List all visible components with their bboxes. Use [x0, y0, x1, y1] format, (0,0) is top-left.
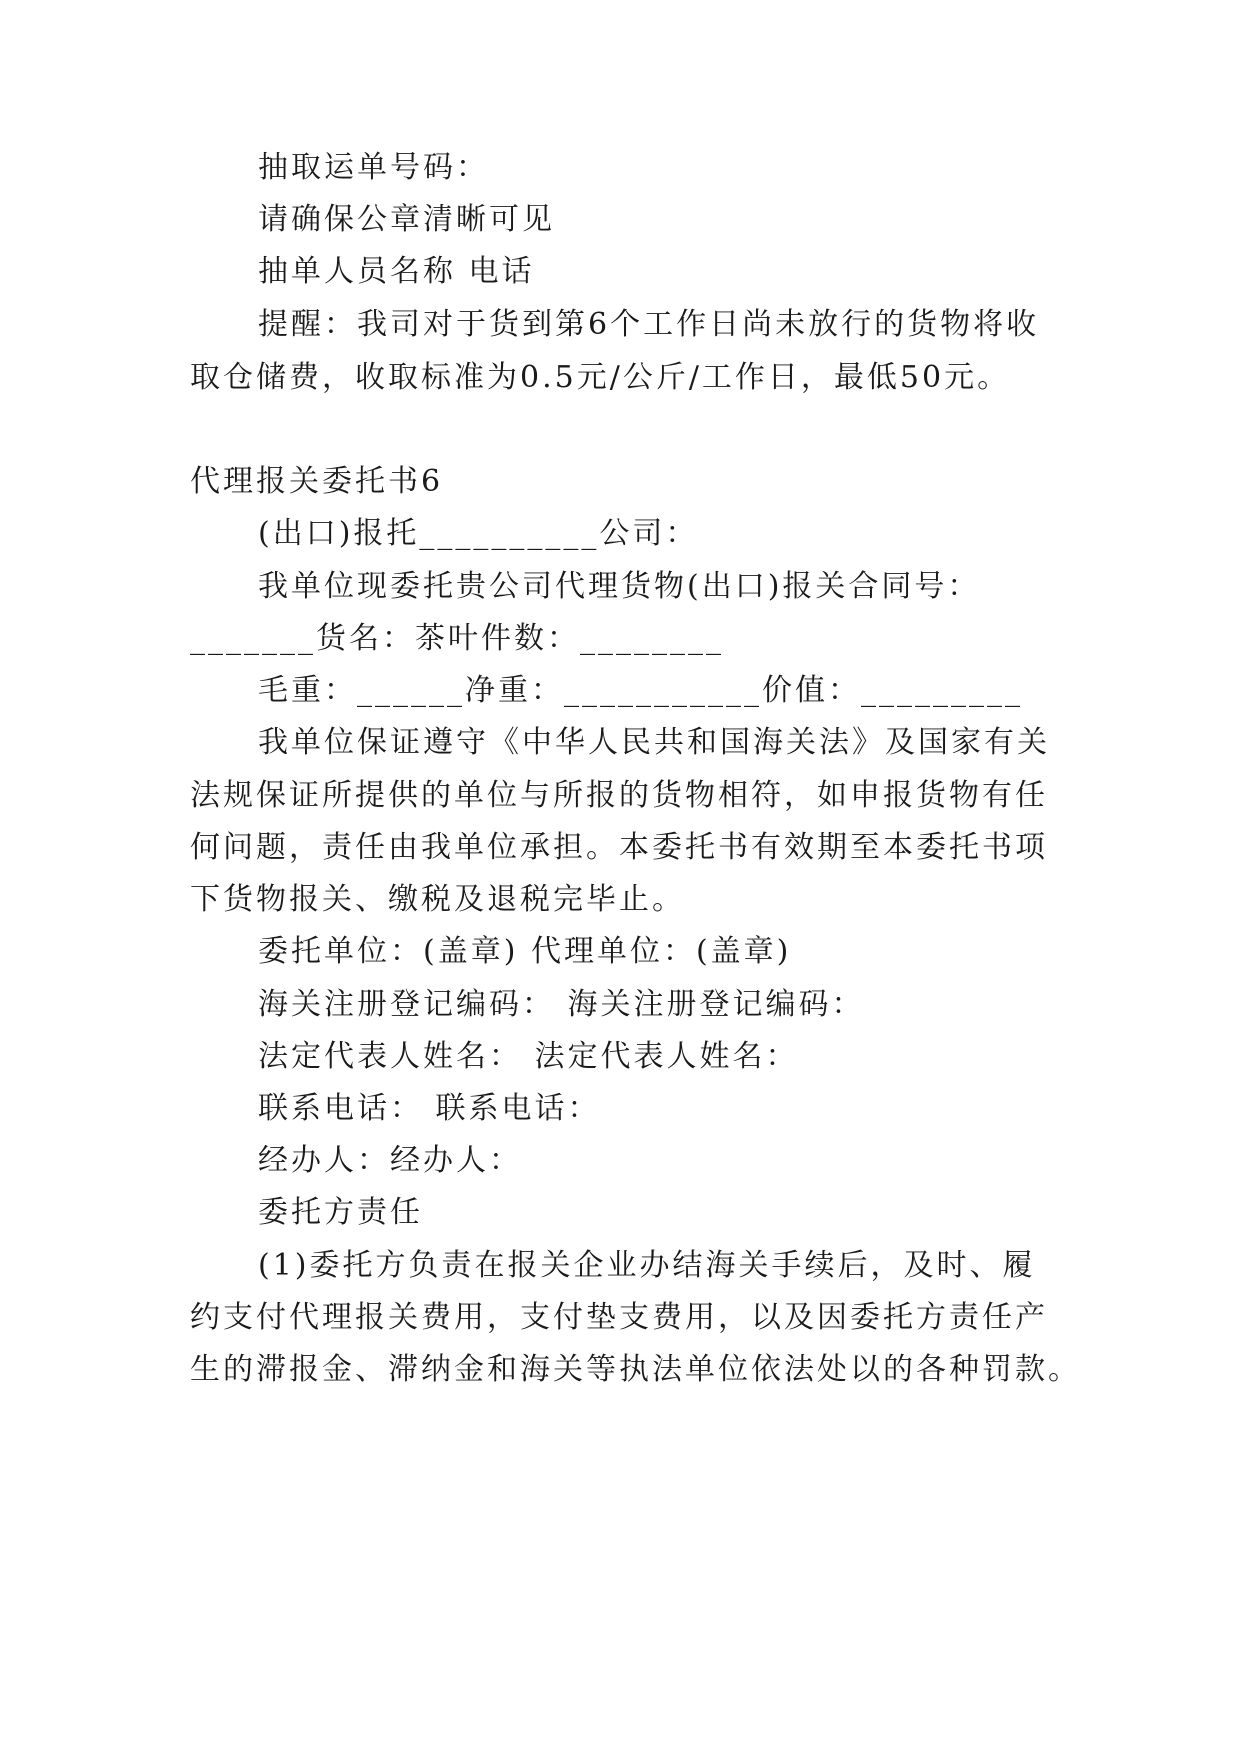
weight-value-line: 毛重：______净重：___________价值：_________ — [258, 673, 1023, 708]
reminder-line-2: 取仓储费，收取标准为0.5元/公斤/工作日，最低50元。 — [190, 360, 1011, 395]
entrusting-unit-line: 委托单位：(盖章) 代理单位：(盖章) — [258, 934, 792, 969]
staff-phone-line: 抽单人员名称 电话 — [258, 254, 535, 289]
responsibility-heading: 委托方责任 — [258, 1195, 423, 1230]
addressee-line: (出口)报托__________公司： — [258, 516, 699, 551]
section-title: 代理报关委托书6 — [190, 464, 444, 499]
guarantee-line-2: 法规保证所提供的单位与所报的货物相符，如申报货物有任 — [190, 778, 1048, 813]
responsibility-line-1: (1)委托方负责在报关企业办结海关手续后，及时、履 — [258, 1248, 1036, 1283]
responsibility-line-2: 约支付代理报关费用，支付垫支费用，以及因委托方责任产 — [190, 1300, 1048, 1335]
contract-line: 我单位现委托贵公司代理货物(出口)报关合同号： — [258, 569, 981, 604]
reminder-line-1: 提醒：我司对于货到第6个工作日尚未放行的货物将收 — [258, 307, 1040, 342]
responsibility-line-3: 生的滞报金、滞纳金和海关等执法单位依法处以的各种罚款。 — [190, 1352, 1081, 1387]
waybill-number-line: 抽取运单号码： — [258, 150, 489, 185]
contact-phone-line: 联系电话： 联系电话： — [258, 1091, 601, 1126]
handler-line: 经办人：经办人： — [258, 1143, 522, 1178]
seal-note-line: 请确保公章清晰可见 — [258, 202, 555, 237]
customs-code-line: 海关注册登记编码： 海关注册登记编码： — [258, 987, 865, 1022]
guarantee-line-4: 下货物报关、缴税及退税完毕止。 — [190, 882, 685, 917]
guarantee-line-1: 我单位保证遵守《中华人民共和国海关法》及国家有关 — [258, 725, 1050, 760]
guarantee-line-3: 何问题，责任由我单位承担。本委托书有效期至本委托书项 — [190, 830, 1048, 865]
legal-rep-line: 法定代表人姓名： 法定代表人姓名： — [258, 1039, 799, 1074]
goods-line: _______货名：茶叶件数：________ — [190, 621, 724, 656]
